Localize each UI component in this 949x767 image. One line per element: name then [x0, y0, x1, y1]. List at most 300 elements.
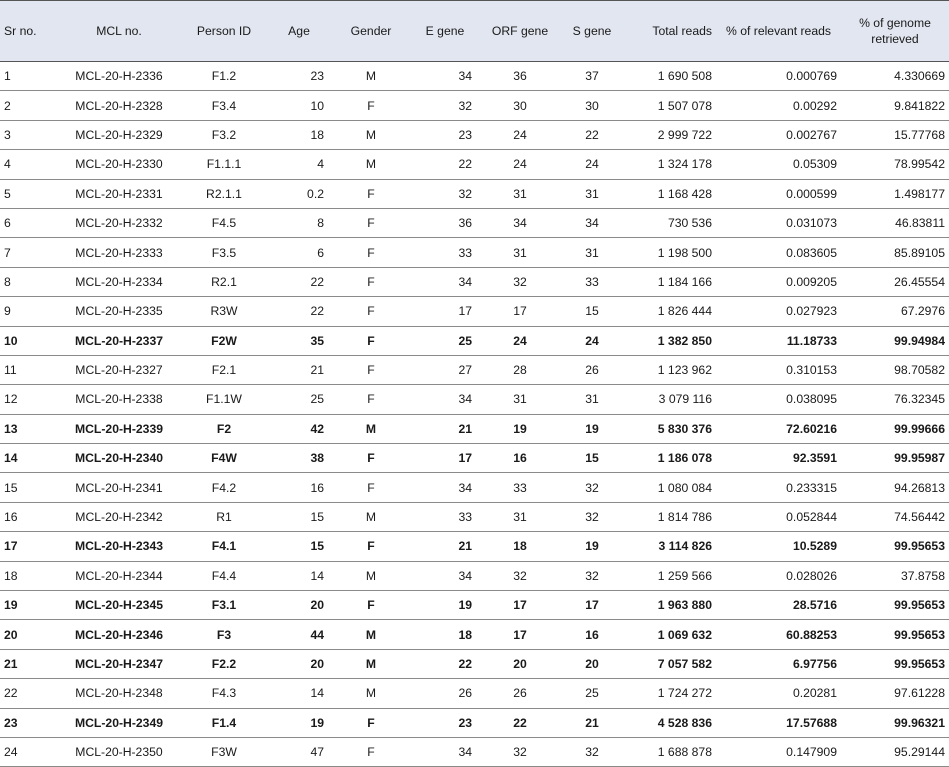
- cell-orf-gene: 31: [476, 238, 564, 267]
- cell-gender: F: [328, 444, 414, 473]
- table-row: [0, 385, 949, 414]
- cell-orf-gene: 31: [476, 179, 564, 208]
- cell-s-gene: 31: [564, 179, 620, 208]
- cell-sr: 23: [0, 708, 60, 737]
- header-relevant-reads: % of relevant reads: [716, 1, 841, 62]
- cell-s-gene: 32: [564, 737, 620, 766]
- cell-orf-gene: 22: [476, 708, 564, 737]
- cell-total-reads: 1 184 166: [620, 267, 716, 296]
- cell-orf-gene: 20: [476, 649, 564, 678]
- header-row: [0, 1, 949, 62]
- cell-sr: 10: [0, 326, 60, 355]
- cell-orf-gene: 31: [476, 385, 564, 414]
- cell-age: 14: [270, 561, 328, 590]
- table-row: [0, 620, 949, 649]
- cell-s-gene: 24: [564, 326, 620, 355]
- cell-sr: 18: [0, 561, 60, 590]
- cell-gender: M: [328, 620, 414, 649]
- cell-s-gene: 32: [564, 561, 620, 590]
- cell-sr: 7: [0, 238, 60, 267]
- table-row: [0, 414, 949, 443]
- cell-genome-retrieved: 15.77768: [841, 120, 949, 149]
- cell-relevant-reads: 17.57688: [716, 708, 841, 737]
- cell-age: 47: [270, 737, 328, 766]
- cell-age: 42: [270, 414, 328, 443]
- header-total-reads: Total reads: [620, 1, 716, 62]
- cell-sr: 12: [0, 385, 60, 414]
- cell-age: 23: [270, 62, 328, 91]
- cell-orf-gene: 19: [476, 414, 564, 443]
- cell-orf-gene: 32: [476, 267, 564, 296]
- table-row: [0, 208, 949, 237]
- table-row: [0, 473, 949, 502]
- cell-gender: M: [328, 414, 414, 443]
- cell-s-gene: 32: [564, 473, 620, 502]
- cell-e-gene: 19: [414, 591, 476, 620]
- header-sr: Sr no.: [0, 1, 60, 62]
- cell-total-reads: 7 057 582: [620, 649, 716, 678]
- cell-gender: F: [328, 297, 414, 326]
- cell-person-id: F4.2: [178, 473, 270, 502]
- cell-person-id: F4W: [178, 444, 270, 473]
- cell-s-gene: 19: [564, 532, 620, 561]
- cell-genome-retrieved: 46.83811: [841, 208, 949, 237]
- cell-genome-retrieved: 95.29144: [841, 737, 949, 766]
- cell-person-id: F2.2: [178, 649, 270, 678]
- table-row: [0, 326, 949, 355]
- cell-s-gene: 25: [564, 679, 620, 708]
- cell-relevant-reads: 0.002767: [716, 120, 841, 149]
- table-row: [0, 355, 949, 384]
- cell-gender: F: [328, 355, 414, 384]
- cell-age: 15: [270, 532, 328, 561]
- cell-person-id: R2.1.1: [178, 179, 270, 208]
- cell-total-reads: 1 198 500: [620, 238, 716, 267]
- cell-person-id: F3: [178, 620, 270, 649]
- cell-genome-retrieved: 85.89105: [841, 238, 949, 267]
- cell-s-gene: 16: [564, 620, 620, 649]
- cell-e-gene: 23: [414, 120, 476, 149]
- cell-person-id: F4.3: [178, 679, 270, 708]
- cell-mcl: MCL-20-H-2333: [60, 238, 178, 267]
- header-age: Age: [270, 1, 328, 62]
- cell-age: 10: [270, 91, 328, 120]
- cell-genome-retrieved: 76.32345: [841, 385, 949, 414]
- cell-s-gene: 32: [564, 502, 620, 531]
- cell-mcl: MCL-20-H-2329: [60, 120, 178, 149]
- cell-genome-retrieved: 98.70582: [841, 355, 949, 384]
- cell-s-gene: 17: [564, 591, 620, 620]
- cell-person-id: F4.4: [178, 561, 270, 590]
- cell-s-gene: 15: [564, 444, 620, 473]
- cell-s-gene: 33: [564, 267, 620, 296]
- table-row: [0, 649, 949, 678]
- cell-e-gene: 34: [414, 473, 476, 502]
- cell-person-id: F1.1W: [178, 385, 270, 414]
- cell-total-reads: 2 999 722: [620, 120, 716, 149]
- cell-gender: F: [328, 591, 414, 620]
- cell-relevant-reads: 11.18733: [716, 326, 841, 355]
- cell-genome-retrieved: 99.95987: [841, 444, 949, 473]
- cell-relevant-reads: 0.05309: [716, 150, 841, 179]
- cell-sr: 20: [0, 620, 60, 649]
- cell-sr: 19: [0, 591, 60, 620]
- cell-age: 16: [270, 473, 328, 502]
- cell-e-gene: 32: [414, 91, 476, 120]
- cell-mcl: MCL-20-H-2330: [60, 150, 178, 179]
- cell-gender: M: [328, 62, 414, 91]
- cell-orf-gene: 30: [476, 91, 564, 120]
- cell-genome-retrieved: 1.498177: [841, 179, 949, 208]
- cell-gender: F: [328, 532, 414, 561]
- cell-e-gene: 34: [414, 385, 476, 414]
- cell-genome-retrieved: 99.99666: [841, 414, 949, 443]
- cell-person-id: F2: [178, 414, 270, 443]
- cell-genome-retrieved: 99.96321: [841, 708, 949, 737]
- cell-mcl: MCL-20-H-2337: [60, 326, 178, 355]
- cell-s-gene: 31: [564, 385, 620, 414]
- cell-age: 44: [270, 620, 328, 649]
- cell-orf-gene: 18: [476, 532, 564, 561]
- cell-relevant-reads: 92.3591: [716, 444, 841, 473]
- cell-e-gene: 34: [414, 62, 476, 91]
- cell-e-gene: 33: [414, 502, 476, 531]
- cell-s-gene: 21: [564, 708, 620, 737]
- cell-e-gene: 17: [414, 444, 476, 473]
- cell-age: 25: [270, 385, 328, 414]
- cell-relevant-reads: 0.233315: [716, 473, 841, 502]
- cell-mcl: MCL-20-H-2346: [60, 620, 178, 649]
- header-gender: Gender: [328, 1, 414, 62]
- header-orf-gene: ORF gene: [476, 1, 564, 62]
- cell-person-id: R2.1: [178, 267, 270, 296]
- cell-sr: 1: [0, 62, 60, 91]
- cell-s-gene: 22: [564, 120, 620, 149]
- cell-mcl: MCL-20-H-2339: [60, 414, 178, 443]
- cell-person-id: F2.1: [178, 355, 270, 384]
- cell-sr: 8: [0, 267, 60, 296]
- table-row: [0, 532, 949, 561]
- cell-genome-retrieved: 67.2976: [841, 297, 949, 326]
- table-row: [0, 267, 949, 296]
- cell-s-gene: 37: [564, 62, 620, 91]
- cell-total-reads: 1 259 566: [620, 561, 716, 590]
- header-e-gene: E gene: [414, 1, 476, 62]
- cell-total-reads: 1 963 880: [620, 591, 716, 620]
- cell-relevant-reads: 60.88253: [716, 620, 841, 649]
- cell-genome-retrieved: 26.45554: [841, 267, 949, 296]
- cell-relevant-reads: 0.000599: [716, 179, 841, 208]
- cell-gender: M: [328, 502, 414, 531]
- cell-orf-gene: 28: [476, 355, 564, 384]
- cell-total-reads: 1 080 084: [620, 473, 716, 502]
- cell-age: 8: [270, 208, 328, 237]
- cell-total-reads: 3 079 116: [620, 385, 716, 414]
- header-mcl: MCL no.: [60, 1, 178, 62]
- table-row: [0, 444, 949, 473]
- cell-person-id: F1.1.1: [178, 150, 270, 179]
- cell-mcl: MCL-20-H-2342: [60, 502, 178, 531]
- cell-total-reads: 1 324 178: [620, 150, 716, 179]
- cell-sr: 21: [0, 649, 60, 678]
- cell-gender: F: [328, 238, 414, 267]
- cell-total-reads: 5 830 376: [620, 414, 716, 443]
- cell-gender: F: [328, 385, 414, 414]
- cell-s-gene: 26: [564, 355, 620, 384]
- cell-person-id: R1: [178, 502, 270, 531]
- cell-relevant-reads: 0.20281: [716, 679, 841, 708]
- table-row: [0, 91, 949, 120]
- cell-sr: 4: [0, 150, 60, 179]
- cell-mcl: MCL-20-H-2349: [60, 708, 178, 737]
- cell-mcl: MCL-20-H-2347: [60, 649, 178, 678]
- cell-sr: 13: [0, 414, 60, 443]
- cell-age: 35: [270, 326, 328, 355]
- cell-person-id: F2W: [178, 326, 270, 355]
- cell-genome-retrieved: 78.99542: [841, 150, 949, 179]
- cell-orf-gene: 16: [476, 444, 564, 473]
- cell-person-id: F3W: [178, 737, 270, 766]
- cell-orf-gene: 36: [476, 62, 564, 91]
- cell-e-gene: 25: [414, 326, 476, 355]
- cell-total-reads: 4 528 836: [620, 708, 716, 737]
- table-row: [0, 120, 949, 149]
- cell-sr: 5: [0, 179, 60, 208]
- cell-mcl: MCL-20-H-2327: [60, 355, 178, 384]
- cell-age: 6: [270, 238, 328, 267]
- cell-e-gene: 22: [414, 150, 476, 179]
- cell-gender: F: [328, 208, 414, 237]
- cell-sr: 2: [0, 91, 60, 120]
- cell-person-id: F4.1: [178, 532, 270, 561]
- table-row: [0, 737, 949, 766]
- cell-e-gene: 18: [414, 620, 476, 649]
- header-s-gene: S gene: [564, 1, 620, 62]
- table-row: [0, 502, 949, 531]
- cell-e-gene: 17: [414, 297, 476, 326]
- cell-mcl: MCL-20-H-2350: [60, 737, 178, 766]
- cell-genome-retrieved: 97.61228: [841, 679, 949, 708]
- cell-person-id: F3.1: [178, 591, 270, 620]
- cell-total-reads: 1 168 428: [620, 179, 716, 208]
- cell-age: 22: [270, 267, 328, 296]
- cell-mcl: MCL-20-H-2343: [60, 532, 178, 561]
- cell-gender: F: [328, 708, 414, 737]
- cell-total-reads: 1 069 632: [620, 620, 716, 649]
- cell-total-reads: 1 123 962: [620, 355, 716, 384]
- cell-sr: 22: [0, 679, 60, 708]
- cell-mcl: MCL-20-H-2332: [60, 208, 178, 237]
- cell-mcl: MCL-20-H-2328: [60, 91, 178, 120]
- cell-sr: 16: [0, 502, 60, 531]
- cell-person-id: F3.5: [178, 238, 270, 267]
- cell-mcl: MCL-20-H-2344: [60, 561, 178, 590]
- cell-age: 21: [270, 355, 328, 384]
- cell-total-reads: 730 536: [620, 208, 716, 237]
- cell-sr: 15: [0, 473, 60, 502]
- cell-orf-gene: 17: [476, 591, 564, 620]
- cell-age: 4: [270, 150, 328, 179]
- cell-genome-retrieved: 9.841822: [841, 91, 949, 120]
- cell-relevant-reads: 0.052844: [716, 502, 841, 531]
- cell-age: 20: [270, 591, 328, 620]
- cell-e-gene: 32: [414, 179, 476, 208]
- cell-relevant-reads: 72.60216: [716, 414, 841, 443]
- cell-e-gene: 26: [414, 679, 476, 708]
- cell-mcl: MCL-20-H-2335: [60, 297, 178, 326]
- cell-e-gene: 36: [414, 208, 476, 237]
- cell-total-reads: 1 724 272: [620, 679, 716, 708]
- cell-s-gene: 30: [564, 91, 620, 120]
- cell-e-gene: 21: [414, 414, 476, 443]
- cell-total-reads: 1 382 850: [620, 326, 716, 355]
- cell-gender: F: [328, 473, 414, 502]
- cell-gender: M: [328, 150, 414, 179]
- cell-relevant-reads: 0.083605: [716, 238, 841, 267]
- cell-total-reads: 1 186 078: [620, 444, 716, 473]
- cell-gender: F: [328, 326, 414, 355]
- cell-relevant-reads: 0.027923: [716, 297, 841, 326]
- cell-s-gene: 24: [564, 150, 620, 179]
- cell-relevant-reads: 0.00292: [716, 91, 841, 120]
- cell-relevant-reads: 0.000769: [716, 62, 841, 91]
- cell-relevant-reads: 0.038095: [716, 385, 841, 414]
- cell-genome-retrieved: 99.95653: [841, 591, 949, 620]
- cell-gender: F: [328, 267, 414, 296]
- cell-gender: F: [328, 91, 414, 120]
- cell-orf-gene: 32: [476, 737, 564, 766]
- cell-relevant-reads: 0.031073: [716, 208, 841, 237]
- cell-orf-gene: 17: [476, 620, 564, 649]
- cell-genome-retrieved: 74.56442: [841, 502, 949, 531]
- table-row: [0, 238, 949, 267]
- cell-age: 20: [270, 649, 328, 678]
- cell-sr: 17: [0, 532, 60, 561]
- header-person-id: Person ID: [178, 1, 270, 62]
- header-genome-retrieved: % of genome retrieved: [841, 1, 949, 62]
- table-row: [0, 679, 949, 708]
- cell-genome-retrieved: 4.330669: [841, 62, 949, 91]
- cell-age: 18: [270, 120, 328, 149]
- cell-relevant-reads: 0.009205: [716, 267, 841, 296]
- cell-person-id: F1.2: [178, 62, 270, 91]
- cell-s-gene: 31: [564, 238, 620, 267]
- cell-mcl: MCL-20-H-2341: [60, 473, 178, 502]
- cell-sr: 3: [0, 120, 60, 149]
- cell-sr: 11: [0, 355, 60, 384]
- cell-s-gene: 19: [564, 414, 620, 443]
- cell-s-gene: 20: [564, 649, 620, 678]
- cell-orf-gene: 24: [476, 150, 564, 179]
- cell-age: 19: [270, 708, 328, 737]
- cell-gender: M: [328, 679, 414, 708]
- cell-genome-retrieved: 99.94984: [841, 326, 949, 355]
- cell-age: 15: [270, 502, 328, 531]
- cell-e-gene: 34: [414, 737, 476, 766]
- cell-sr: 6: [0, 208, 60, 237]
- table-row: [0, 561, 949, 590]
- cell-total-reads: 1 688 878: [620, 737, 716, 766]
- cell-mcl: MCL-20-H-2348: [60, 679, 178, 708]
- cell-e-gene: 21: [414, 532, 476, 561]
- cell-mcl: MCL-20-H-2334: [60, 267, 178, 296]
- cell-age: 0.2: [270, 179, 328, 208]
- table-row: [0, 708, 949, 737]
- cell-mcl: MCL-20-H-2338: [60, 385, 178, 414]
- cell-person-id: F3.4: [178, 91, 270, 120]
- cell-total-reads: 1 507 078: [620, 91, 716, 120]
- cell-e-gene: 22: [414, 649, 476, 678]
- cell-mcl: MCL-20-H-2340: [60, 444, 178, 473]
- cell-e-gene: 33: [414, 238, 476, 267]
- cell-s-gene: 34: [564, 208, 620, 237]
- cell-mcl: MCL-20-H-2331: [60, 179, 178, 208]
- cell-genome-retrieved: 99.95653: [841, 649, 949, 678]
- table-row: [0, 150, 949, 179]
- cell-total-reads: 1 814 786: [620, 502, 716, 531]
- table-row: [0, 62, 949, 91]
- cell-genome-retrieved: 99.95653: [841, 620, 949, 649]
- cell-sr: 24: [0, 737, 60, 766]
- table-row: [0, 591, 949, 620]
- cell-orf-gene: 17: [476, 297, 564, 326]
- cell-total-reads: 1 826 444: [620, 297, 716, 326]
- cell-genome-retrieved: 94.26813: [841, 473, 949, 502]
- cell-e-gene: 34: [414, 561, 476, 590]
- cell-e-gene: 23: [414, 708, 476, 737]
- cell-person-id: F3.2: [178, 120, 270, 149]
- cell-total-reads: 1 690 508: [620, 62, 716, 91]
- cell-s-gene: 15: [564, 297, 620, 326]
- cell-orf-gene: 24: [476, 326, 564, 355]
- cell-person-id: F1.4: [178, 708, 270, 737]
- cell-sr: 9: [0, 297, 60, 326]
- cell-gender: F: [328, 179, 414, 208]
- cell-relevant-reads: 0.310153: [716, 355, 841, 384]
- cell-person-id: F4.5: [178, 208, 270, 237]
- cell-gender: M: [328, 561, 414, 590]
- cell-age: 38: [270, 444, 328, 473]
- cell-mcl: MCL-20-H-2345: [60, 591, 178, 620]
- cell-gender: F: [328, 737, 414, 766]
- cell-orf-gene: 24: [476, 120, 564, 149]
- cell-age: 14: [270, 679, 328, 708]
- cell-e-gene: 27: [414, 355, 476, 384]
- cell-total-reads: 3 114 826: [620, 532, 716, 561]
- cell-gender: M: [328, 649, 414, 678]
- cell-orf-gene: 32: [476, 561, 564, 590]
- cell-relevant-reads: 6.97756: [716, 649, 841, 678]
- cell-person-id: R3W: [178, 297, 270, 326]
- cell-relevant-reads: 0.147909: [716, 737, 841, 766]
- cell-orf-gene: 34: [476, 208, 564, 237]
- cell-mcl: MCL-20-H-2336: [60, 62, 178, 91]
- cell-genome-retrieved: 37.8758: [841, 561, 949, 590]
- cell-sr: 14: [0, 444, 60, 473]
- cell-orf-gene: 31: [476, 502, 564, 531]
- cell-orf-gene: 33: [476, 473, 564, 502]
- cell-relevant-reads: 0.028026: [716, 561, 841, 590]
- table-row: [0, 179, 949, 208]
- table-row: [0, 297, 949, 326]
- cell-relevant-reads: 10.5289: [716, 532, 841, 561]
- cell-orf-gene: 26: [476, 679, 564, 708]
- cell-age: 22: [270, 297, 328, 326]
- cell-relevant-reads: 28.5716: [716, 591, 841, 620]
- cell-gender: M: [328, 120, 414, 149]
- table-body: [0, 62, 949, 767]
- cell-genome-retrieved: 99.95653: [841, 532, 949, 561]
